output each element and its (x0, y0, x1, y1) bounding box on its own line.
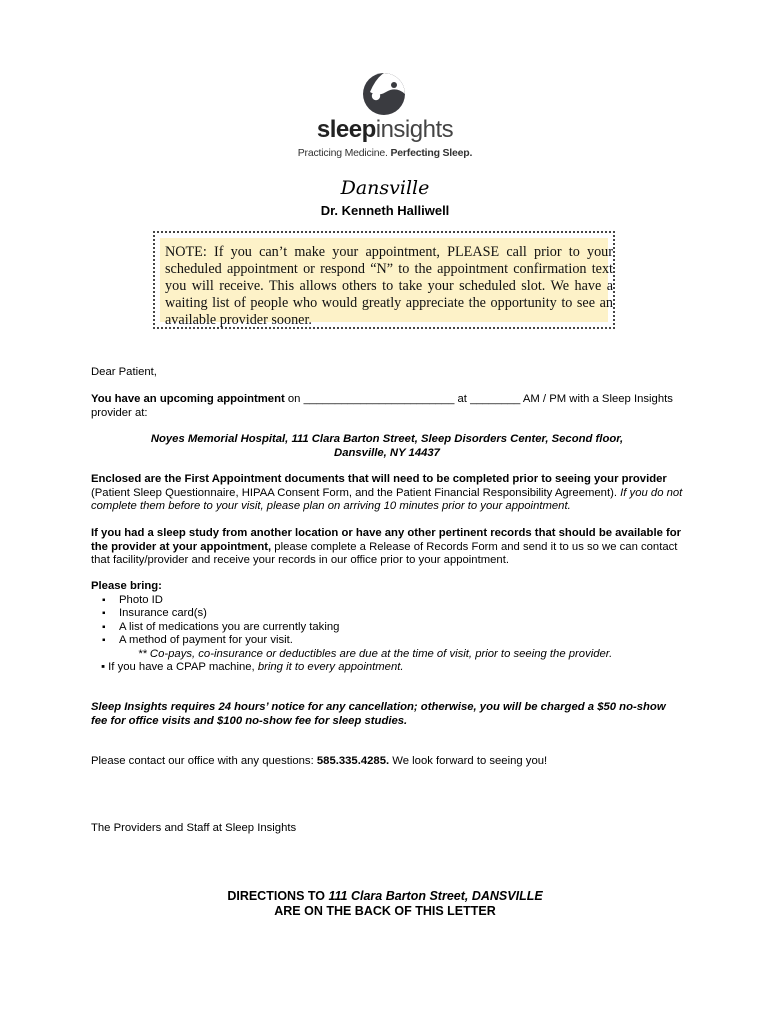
directions-notice: DIRECTIONS TO 111 Clara Barton Street, DANSVILLE ARE ON THE BACK OF THIS LETTER (227, 889, 543, 918)
logo-tagline: Practicing Medicine. Perfecting Sleep. (297, 147, 473, 159)
location-heading: Dansville (340, 177, 430, 199)
cancellation-policy: Sleep Insights requires 24 hours’ notice for any cancellation; otherwise, you will be charged a $50 no-show fee for office visits and $100 no-show fee for sleep studies. (91, 701, 666, 727)
bring-item: ▪ A method of payment for your visit. (91, 634, 683, 648)
signoff: The Providers and Staff at Sleep Insights (91, 822, 297, 834)
note-background (160, 238, 613, 328)
note-text: NOTE: If you can’t make your appointment, PLEASE call prior to your scheduled appointment or respond “N” to the appointment confirmation text you will receive. This allows others to take your scheduled slot. We have a waiting list of people who would greatly appreciate the opportunity to see an available provider sooner. (165, 244, 613, 328)
contact-paragraph: Please contact our office with any questions: 585.335.4285. We look forward to seeing you! (91, 755, 548, 767)
contact-phone: 585.335.4285. (316, 755, 390, 767)
cpap-item: ▪ If you have a CPAP machine, bring it to every appointment. (101, 661, 404, 673)
greeting: Dear Patient, (91, 366, 157, 378)
sleep-study-paragraph: If you had a sleep study from another location or have any other pertinent records that should be available for the provider at your appointment, please complete a Release of Records Form and send it to us so we can contact that facility/provider and receive your records in our office prior to your appointment. (91, 527, 682, 566)
logo-wordmark: sleepinsights (316, 116, 454, 143)
bring-item: ▪ Photo ID (91, 594, 683, 608)
enclosed-paragraph: Enclosed are the First Appointment documents that will need to be completed prior to seeing your provider (Patient Sleep Questionnaire, HIPAA Consent Form, and the Patient Financial Responsibility Agreement). If you do not complete them before to your visit, please plan on arriving 10 minutes prior to your appointment. (91, 473, 683, 512)
note-please: PLEASE (447, 244, 500, 260)
doctor-name: Dr. Kenneth Halliwell (320, 203, 450, 218)
bring-section (91, 580, 683, 675)
clinic-address (91, 433, 683, 460)
address-line-2: Dansville, NY 14437 (334, 446, 440, 459)
address-line-1: Noyes Memorial Hospital, 111 Clara Barton Street, Sleep Disorders Center, Second floor, (150, 433, 624, 445)
note-label: NOTE: (165, 244, 207, 260)
bring-item: ▪ A list of medications you are currently taking (91, 621, 683, 635)
copay-note: ** Co-pays, co-insurance or deductibles are due at the time of visit, prior to seeing the provider. (138, 647, 613, 660)
bring-list (91, 594, 683, 648)
sleep-insights-logo-icon (356, 72, 412, 116)
appointment-paragraph: You have an upcoming appointment on ________________________ at ________ AM / PM with a Sleep Insights provider at: (91, 393, 673, 419)
bring-title: Please bring: (91, 580, 162, 592)
bring-item: ▪ Insurance card(s) (91, 607, 683, 621)
cancellation-note-box (153, 231, 615, 329)
